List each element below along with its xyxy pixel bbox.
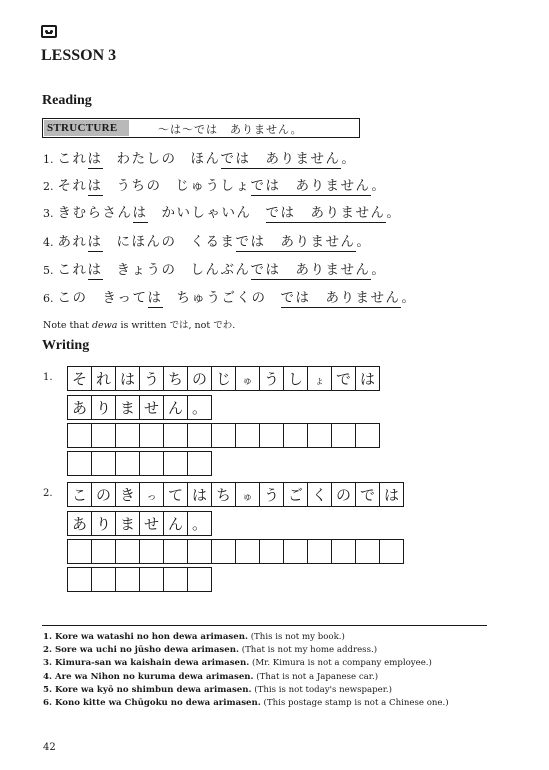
writing-ex1-practice-row1 (67, 423, 380, 448)
reading-sentence: 6. この きっては ちゅうごくの では ありません。 (43, 290, 417, 306)
grid-cell (139, 451, 164, 476)
grid-cell (355, 423, 380, 448)
grid-cell: り (91, 511, 116, 536)
writing-ex2-row1 (67, 482, 404, 507)
grid-cell (283, 539, 308, 564)
grid-cell (91, 423, 116, 448)
grid-cell: 。 (187, 395, 212, 420)
grid-cell (211, 539, 236, 564)
reading-heading: Reading (42, 93, 92, 108)
grid-cell (187, 539, 212, 564)
writing-ex2-practice-row1 (67, 539, 404, 564)
grid-cell: う (259, 482, 284, 507)
grid-cell: て (163, 482, 188, 507)
grid-cell (115, 423, 140, 448)
grid-cell: ん (163, 395, 188, 420)
grid-cell (307, 539, 332, 564)
grid-cell: ち (211, 482, 236, 507)
note-word: dewa (91, 320, 118, 331)
grid-cell (67, 567, 92, 592)
grid-cell (163, 567, 188, 592)
reading-sentence: 3. きむらさんは かいしゃいん では ありません。 (43, 205, 402, 221)
lesson-title: LESSON 3 (41, 47, 117, 64)
footnote-divider (42, 625, 487, 626)
grid-cell: は (115, 366, 140, 391)
writing-ex1-number: 1. (43, 372, 53, 383)
grid-cell: ん (163, 511, 188, 536)
writing-ex2-number: 2. (43, 488, 53, 499)
grid-cell (355, 539, 380, 564)
grid-cell: 。 (187, 511, 212, 536)
grid-cell: う (139, 366, 164, 391)
writing-ex1-row2 (67, 395, 212, 420)
grid-cell: り (91, 395, 116, 420)
grid-cell (163, 539, 188, 564)
grid-cell (331, 423, 356, 448)
grid-cell: ち (163, 366, 188, 391)
reading-sentence: 4. あれは にほんの くるまでは ありません。 (43, 234, 372, 250)
grid-cell (211, 423, 236, 448)
grid-cell (259, 539, 284, 564)
grid-cell: そ (67, 366, 92, 391)
structure-pattern: 〜は〜では ありません。 (158, 123, 303, 136)
grid-cell: の (331, 482, 356, 507)
reading-sentence: 2. それは うちの じゅうしょでは ありません。 (43, 178, 387, 194)
grid-cell (379, 539, 404, 564)
grid-cell: の (91, 482, 116, 507)
grid-cell: は (355, 366, 380, 391)
structure-tag: STRUCTURE (44, 120, 129, 136)
writing-ex1-row1 (67, 366, 380, 391)
grid-cell: は (187, 482, 212, 507)
footnote-item: 3. Kimura-san wa kaishain dewa arimasen. (Mr. Kimura is not a company employee.) (43, 658, 432, 669)
grid-cell (235, 423, 260, 448)
grid-cell: の (187, 366, 212, 391)
grid-cell (187, 567, 212, 592)
grid-cell (67, 539, 92, 564)
grid-cell: ま (115, 511, 140, 536)
grid-cell (139, 567, 164, 592)
grid-cell: し (283, 366, 308, 391)
footnote-item: 4. Are wa Nihon no kuruma dewa arimasen. (That is not a Japanese car.) (43, 671, 379, 682)
grid-cell (307, 423, 332, 448)
page-number: 42 (43, 742, 56, 753)
footnote-item: 5. Kore wa kyō no shimbun dewa arimasen. (This is not today's newspaper.) (43, 684, 392, 695)
grid-cell: く (307, 482, 332, 507)
grid-cell (139, 539, 164, 564)
reading-sentence: 5. これは きょうの しんぶんでは ありません。 (43, 262, 387, 278)
grid-cell (115, 567, 140, 592)
writing-ex2-practice-row2 (67, 567, 212, 592)
writing-ex2-row2 (67, 511, 212, 536)
grid-cell (187, 423, 212, 448)
structure-box (42, 118, 360, 138)
grid-cell (235, 539, 260, 564)
grid-cell (91, 567, 116, 592)
cassette-tape-icon (41, 25, 57, 38)
grid-cell (67, 451, 92, 476)
grid-cell: じ (211, 366, 236, 391)
grid-cell (259, 423, 284, 448)
writing-ex1-practice-row2 (67, 451, 212, 476)
grid-cell: き (115, 482, 140, 507)
grid-cell (67, 423, 92, 448)
grid-cell: は (379, 482, 404, 507)
grid-cell (115, 539, 140, 564)
grid-cell: で (355, 482, 380, 507)
grid-cell (163, 451, 188, 476)
grid-cell: あ (67, 511, 92, 536)
reading-sentence: 1. これは わたしの ほんでは ありません。 (43, 151, 357, 167)
grid-cell (91, 539, 116, 564)
grid-cell: せ (139, 511, 164, 536)
grid-cell (283, 423, 308, 448)
grid-cell (115, 451, 140, 476)
writing-heading: Writing (42, 338, 90, 353)
grid-cell (187, 451, 212, 476)
grid-cell (331, 539, 356, 564)
footnote-item: 1. Kore wa watashi no hon dewa arimasen. (This is not my book.) (43, 632, 345, 642)
grid-cell: ご (283, 482, 308, 507)
grid-cell: ま (115, 395, 140, 420)
grid-cell: れ (91, 366, 116, 391)
grid-cell: で (331, 366, 356, 391)
grid-cell (91, 451, 116, 476)
grid-cell: ゅ (235, 482, 260, 507)
grid-cell (139, 423, 164, 448)
grid-cell: ゅ (235, 366, 260, 391)
note: Note that dewa is written では, not でわ. (43, 320, 236, 331)
grid-cell (163, 423, 188, 448)
footnote-item: 6. Kono kitte wa Chūgoku no dewa arimasen. (This postage stamp is not a Chinese one.) (43, 698, 449, 708)
grid-cell: っ (139, 482, 164, 507)
grid-cell: こ (67, 482, 92, 507)
footnote-item: 2. Sore wa uchi no jūsho dewa arimasen. (That is not my home address.) (43, 645, 378, 656)
grid-cell: せ (139, 395, 164, 420)
grid-cell: う (259, 366, 284, 391)
grid-cell: あ (67, 395, 92, 420)
grid-cell: ょ (307, 366, 332, 391)
